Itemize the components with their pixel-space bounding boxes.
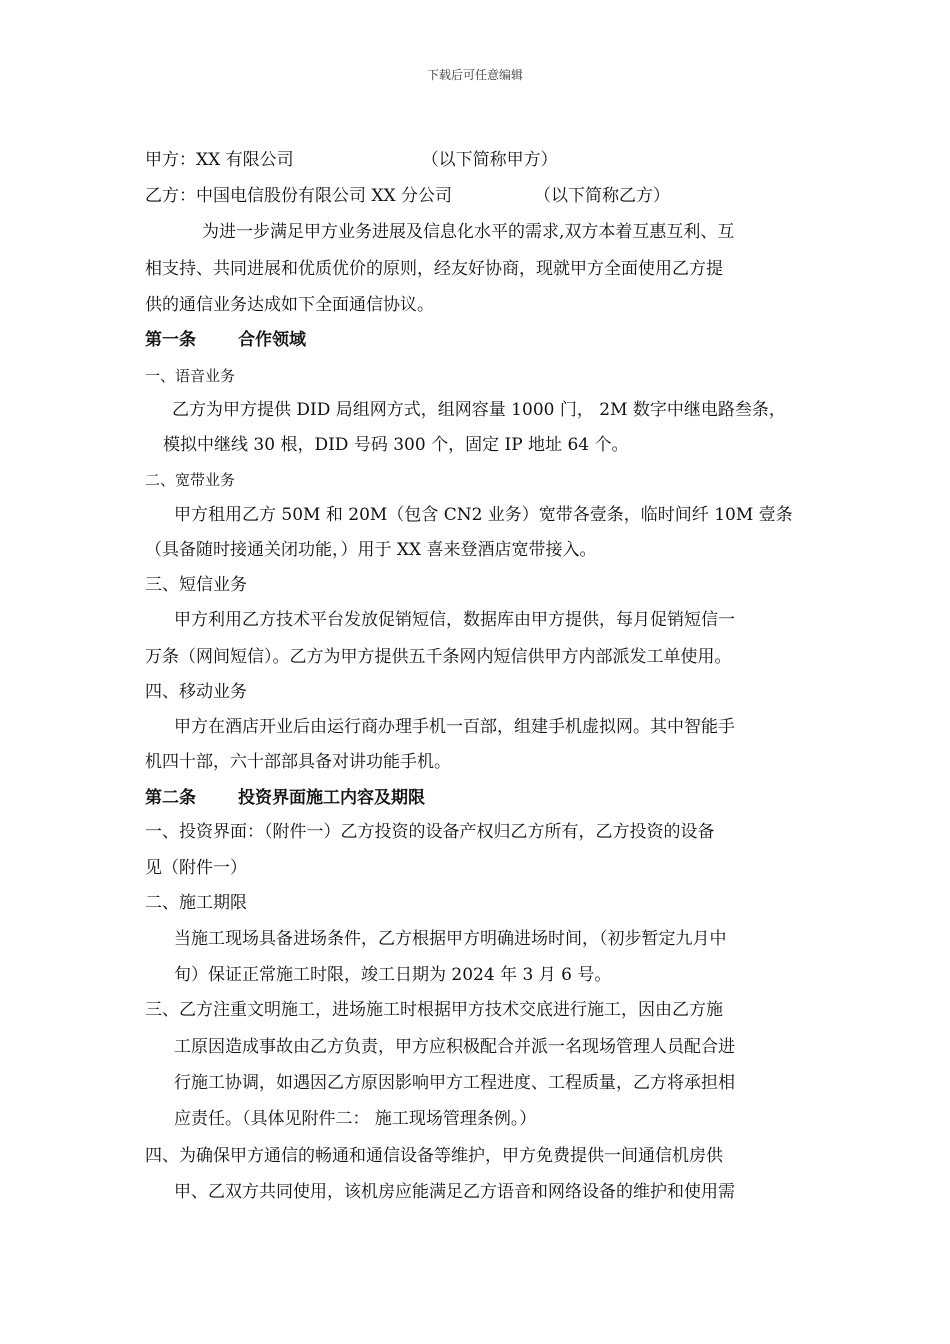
intro-line: 供的通信业务达成如下全面通信协议。 bbox=[145, 295, 434, 315]
article2-title: 第二条 bbox=[145, 788, 196, 808]
intro-line: 相支持、共同进展和优质优价的原则，经友好协商，现就甲方全面使用乙方提 bbox=[145, 259, 723, 279]
item3-line: 工原因造成事故由乙方负责，甲方应积极配合并派一名现场管理人员配合进 bbox=[174, 1037, 735, 1057]
mobile-heading: 四、移动业务 bbox=[145, 682, 247, 702]
mobile-line: 机四十部，六十部部具备对讲功能手机。 bbox=[145, 752, 451, 772]
item2-line: 旬）保证正常施工时限，竣工日期为 2024 年 3 月 6 号。 bbox=[174, 965, 612, 985]
sms-line: 万条（网间短信）。乙方为甲方提供五千条网内短信供甲方内部派发工单使用。 bbox=[145, 647, 732, 667]
article2-subtitle: 投资界面施工内容及期限 bbox=[238, 788, 425, 808]
party-a-note: （以下简称甲方） bbox=[421, 150, 558, 170]
party-b-line bbox=[145, 184, 830, 208]
mobile-line: 甲方在酒店开业后由运行商办理手机一百部，组建手机虚拟网。其中智能手 bbox=[174, 717, 735, 737]
item3-line: 行施工协调，如遇因乙方原因影响甲方工程进度、工程质量，乙方将承担相 bbox=[174, 1073, 735, 1093]
article1-subtitle: 合作领域 bbox=[238, 330, 306, 350]
item3-line: 应责任。（具体见附件二： 施工现场管理条例。） bbox=[174, 1109, 537, 1129]
item3-line: 三、乙方注重文明施工，进场施工时根据甲方技术交底进行施工，因由乙方施 bbox=[145, 1000, 723, 1020]
article1-heading bbox=[145, 328, 830, 352]
item2-heading: 二、施工期限 bbox=[145, 893, 247, 913]
item4-line: 四、为确保甲方通信的畅通和通信设备等维护，甲方免费提供一间通信机房供 bbox=[145, 1146, 723, 1166]
header-note: 下载后可任意编辑 bbox=[426, 68, 523, 82]
item4-line: 甲、乙双方共同使用，该机房应能满足乙方语音和网络设备的维护和使用需 bbox=[174, 1182, 735, 1202]
intro-line: 为进一步满足甲方业务进展及信息化水平的需求,双方本着互惠互利、互 bbox=[202, 222, 735, 242]
item1-line: 见（附件一） bbox=[145, 858, 247, 878]
voice-line: 模拟中继线 30 根，DID 号码 300 个，固定 IP 地址 64 个。 bbox=[163, 435, 629, 455]
sms-line: 甲方利用乙方技术平台发放促销短信，数据库由甲方提供，每月促销短信一 bbox=[174, 610, 735, 630]
party-a-label: 甲方：XX 有限公司 bbox=[145, 150, 294, 170]
party-b-label: 乙方：中国电信股份有限公司 XX 分公司 bbox=[145, 186, 453, 206]
voice-heading: 一、语音业务 bbox=[145, 367, 236, 385]
broadband-heading: 二、宽带业务 bbox=[145, 471, 236, 489]
sms-heading: 三、短信业务 bbox=[145, 575, 247, 595]
party-a-line bbox=[145, 148, 830, 172]
voice-line: 乙方为甲方提供 DID 局组网方式，组网容量 1000 门， 2M 数字中继电路叁条， bbox=[172, 400, 786, 420]
item1-line: 一、投资界面：（附件一）乙方投资的设备产权归乙方所有，乙方投资的设备 bbox=[145, 822, 715, 842]
broadband-line: 甲方租用乙方 50M 和 20M（包含 CN2 业务）宽带各壹条，临时间纤 10M 壹条 bbox=[174, 505, 793, 525]
party-b-note: （以下简称乙方） bbox=[534, 186, 671, 206]
item2-line: 当施工现场具备进场条件，乙方根据甲方明确进场时间，（初步暂定九月中 bbox=[174, 929, 727, 949]
article2-heading bbox=[145, 786, 830, 810]
broadband-line: （具备随时接通关闭功能，）用于 XX 喜来登酒店宽带接入。 bbox=[145, 540, 597, 560]
article1-title: 第一条 bbox=[145, 330, 196, 350]
